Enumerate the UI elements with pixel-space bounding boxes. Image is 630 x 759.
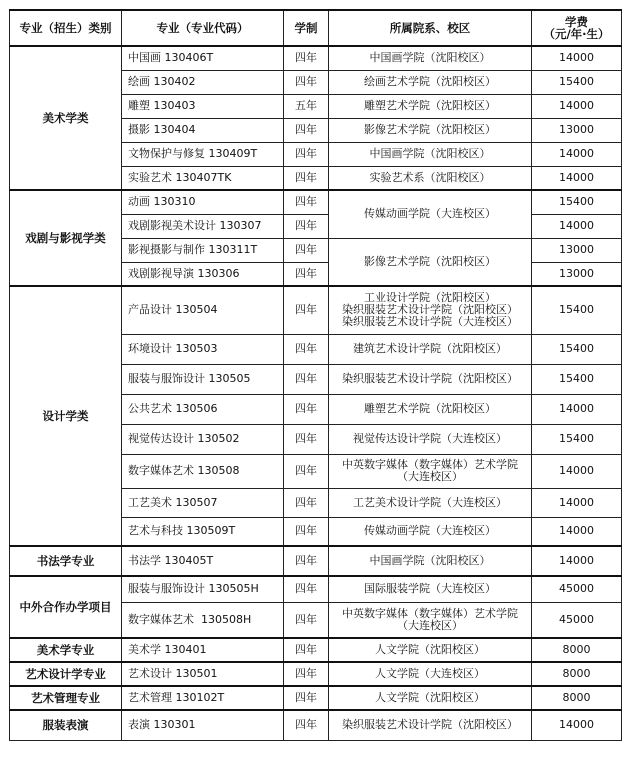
category-cell: 美术学类 — [10, 46, 122, 190]
table-row — [10, 286, 622, 334]
fee-cell: 8000 — [532, 638, 622, 662]
table-row — [10, 190, 622, 214]
major-cell: 中国画 130406T — [122, 46, 284, 70]
duration-cell: 四年 — [284, 576, 329, 602]
department-cell: 雕塑艺术学院（沈阳校区） — [329, 394, 532, 424]
fee-cell: 8000 — [532, 662, 622, 686]
table-row — [10, 46, 622, 70]
fee-cell: 8000 — [532, 686, 622, 710]
major-cell: 文物保护与修复 130409T — [122, 142, 284, 166]
major-cell: 工艺美术 130507 — [122, 488, 284, 517]
duration-cell: 四年 — [284, 424, 329, 454]
department-cell: 国际服装学院（大连校区） — [329, 576, 532, 602]
header-fee-line1: 学费 — [565, 15, 588, 29]
duration-cell: 四年 — [284, 488, 329, 517]
department-cell: 人文学院（沈阳校区） — [329, 638, 532, 662]
category-cell: 戏剧与影视学类 — [10, 190, 122, 286]
header-department: 所属院系、校区 — [329, 10, 532, 46]
category-cell: 美术学专业 — [10, 638, 122, 662]
fee-cell: 14000 — [532, 166, 622, 190]
major-cell: 艺术管理 130102T — [122, 686, 284, 710]
fee-cell: 14000 — [532, 214, 622, 238]
duration-cell: 四年 — [284, 286, 329, 334]
fee-cell: 14000 — [532, 454, 622, 488]
table-row — [10, 576, 622, 602]
header-fee — [532, 10, 622, 46]
major-cell: 戏剧影视导演 130306 — [122, 262, 284, 286]
major-cell: 表演 130301 — [122, 710, 284, 740]
table-row — [10, 662, 622, 686]
department-cell: 工艺美术设计学院（大连校区） — [329, 488, 532, 517]
duration-cell: 四年 — [284, 70, 329, 94]
fee-cell: 15400 — [532, 70, 622, 94]
major-cell: 书法学 130405T — [122, 546, 284, 576]
fee-cell: 15400 — [532, 424, 622, 454]
major-cell: 戏剧影视美术设计 130307 — [122, 214, 284, 238]
duration-cell: 四年 — [284, 46, 329, 70]
fee-cell: 14000 — [532, 142, 622, 166]
fee-cell: 45000 — [532, 576, 622, 602]
fee-cell: 14000 — [532, 46, 622, 70]
department-cell: 染织服装艺术设计学院（沈阳校区） — [329, 364, 532, 394]
duration-cell: 四年 — [284, 546, 329, 576]
duration-cell: 四年 — [284, 638, 329, 662]
department-cell: 建筑艺术设计学院（沈阳校区） — [329, 334, 532, 364]
fee-cell: 13000 — [532, 262, 622, 286]
table-row — [10, 710, 622, 740]
major-cell: 艺术与科技 130509T — [122, 517, 284, 546]
category-cell: 服装表演 — [10, 710, 122, 740]
fee-cell: 14000 — [532, 94, 622, 118]
major-cell: 公共艺术 130506 — [122, 394, 284, 424]
fee-cell: 13000 — [532, 118, 622, 142]
fee-cell: 14000 — [532, 488, 622, 517]
department-cell: 人文学院（大连校区） — [329, 662, 532, 686]
header-duration: 学制 — [284, 10, 329, 46]
duration-cell: 四年 — [284, 602, 329, 638]
department-cell: 中国画学院（沈阳校区） — [329, 142, 532, 166]
department-cell: 人文学院（沈阳校区） — [329, 686, 532, 710]
major-cell: 数字媒体艺术 130508 — [122, 454, 284, 488]
fee-cell: 14000 — [532, 517, 622, 546]
department-cell: 视觉传达设计学院（大连校区） — [329, 424, 532, 454]
table-row — [10, 686, 622, 710]
major-cell: 环境设计 130503 — [122, 334, 284, 364]
fee-cell: 14000 — [532, 394, 622, 424]
department-cell: 中国画学院（沈阳校区） — [329, 46, 532, 70]
major-cell: 服装与服饰设计 130505H — [122, 576, 284, 602]
fee-cell: 15400 — [532, 190, 622, 214]
header-category: 专业（招生）类别 — [10, 10, 122, 46]
duration-cell: 四年 — [284, 454, 329, 488]
fee-cell: 15400 — [532, 364, 622, 394]
major-cell: 雕塑 130403 — [122, 94, 284, 118]
major-cell: 数字媒体艺术 130508H — [122, 602, 284, 638]
major-cell: 美术学 130401 — [122, 638, 284, 662]
category-cell: 书法学专业 — [10, 546, 122, 576]
fee-cell: 15400 — [532, 334, 622, 364]
duration-cell: 四年 — [284, 214, 329, 238]
duration-cell: 四年 — [284, 190, 329, 214]
header-major: 专业（专业代码） — [122, 10, 284, 46]
duration-cell: 四年 — [284, 166, 329, 190]
department-cell: 传媒动画学院（大连校区） — [329, 517, 532, 546]
category-cell: 设计学类 — [10, 286, 122, 546]
major-cell: 产品设计 130504 — [122, 286, 284, 334]
duration-cell: 四年 — [284, 364, 329, 394]
header-row — [10, 10, 622, 46]
major-cell: 艺术设计 130501 — [122, 662, 284, 686]
duration-cell: 四年 — [284, 710, 329, 740]
duration-cell: 四年 — [284, 238, 329, 262]
fee-cell: 13000 — [532, 238, 622, 262]
major-cell: 绘画 130402 — [122, 70, 284, 94]
duration-cell: 四年 — [284, 394, 329, 424]
category-cell: 中外合作办学项目 — [10, 576, 122, 638]
major-cell: 影视摄影与制作 130311T — [122, 238, 284, 262]
duration-cell: 五年 — [284, 94, 329, 118]
duration-cell: 四年 — [284, 662, 329, 686]
duration-cell: 四年 — [284, 262, 329, 286]
table-row — [10, 638, 622, 662]
department-cell: 工业设计学院（沈阳校区） 染织服装艺术设计学院（沈阳校区） 染织服装艺术设计学院（大连校区） — [329, 286, 532, 334]
department-cell: 影像艺术学院（沈阳校区） — [329, 118, 532, 142]
tuition-table — [9, 9, 622, 741]
duration-cell: 四年 — [284, 517, 329, 546]
fee-cell: 45000 — [532, 602, 622, 638]
department-cell: 影像艺术学院（沈阳校区） — [329, 238, 532, 286]
major-cell: 视觉传达设计 130502 — [122, 424, 284, 454]
duration-cell: 四年 — [284, 686, 329, 710]
major-cell: 服装与服饰设计 130505 — [122, 364, 284, 394]
duration-cell: 四年 — [284, 118, 329, 142]
category-cell: 艺术管理专业 — [10, 686, 122, 710]
department-cell: 染织服装艺术设计学院（沈阳校区） — [329, 710, 532, 740]
department-cell: 中英数字媒体（数字媒体）艺术学院 （大连校区） — [329, 602, 532, 638]
department-cell: 中英数字媒体（数字媒体）艺术学院 （大连校区） — [329, 454, 532, 488]
duration-cell: 四年 — [284, 334, 329, 364]
department-cell: 雕塑艺术学院（沈阳校区） — [329, 94, 532, 118]
department-cell: 中国画学院（沈阳校区） — [329, 546, 532, 576]
table-row — [10, 546, 622, 576]
category-cell: 艺术设计学专业 — [10, 662, 122, 686]
header-fee-line2: （元/年·生） — [543, 27, 610, 41]
major-cell: 实验艺术 130407TK — [122, 166, 284, 190]
fee-cell: 15400 — [532, 286, 622, 334]
department-cell: 传媒动画学院（大连校区） — [329, 190, 532, 238]
major-cell: 动画 130310 — [122, 190, 284, 214]
department-cell: 绘画艺术学院（沈阳校区） — [329, 70, 532, 94]
fee-cell: 14000 — [532, 546, 622, 576]
department-cell: 实验艺术系（沈阳校区） — [329, 166, 532, 190]
major-cell: 摄影 130404 — [122, 118, 284, 142]
duration-cell: 四年 — [284, 142, 329, 166]
fee-cell: 14000 — [532, 710, 622, 740]
